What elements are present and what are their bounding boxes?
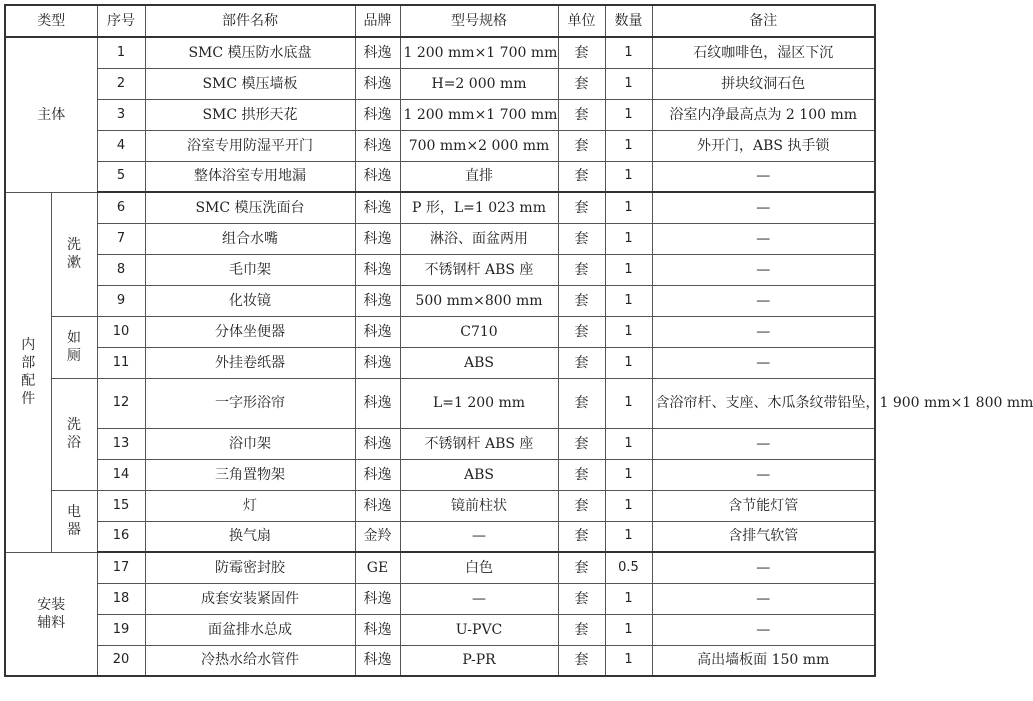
cell-remark: —: [652, 552, 875, 583]
cell-remark: —: [652, 583, 875, 614]
table-row: [5, 223, 875, 254]
cell-name: SMC 模压防水底盘: [145, 37, 355, 68]
group-inner-label: [5, 192, 51, 552]
cell-name: SMC 模压洗面台: [145, 192, 355, 223]
cell-brand: 科逸: [355, 285, 400, 316]
cell-brand: 科逸: [355, 459, 400, 490]
table-row: [5, 614, 875, 645]
cell-no: 13: [97, 428, 145, 459]
component-spec-table: [4, 4, 1033, 677]
cell-spec: —: [400, 583, 558, 614]
cell-name: 换气扇: [145, 521, 355, 552]
cell-name: 三角置物架: [145, 459, 355, 490]
cell-remark: —: [652, 614, 875, 645]
subgroup-elec-label: [51, 490, 97, 552]
table-row: [5, 428, 875, 459]
cell-remark: —: [652, 254, 875, 285]
cell-brand: 科逸: [355, 37, 400, 68]
cell-remark: —: [652, 347, 875, 378]
cell-spec: P-PR: [400, 645, 558, 676]
cell-no: 4: [97, 130, 145, 161]
header-part-name: 部件名称: [145, 5, 355, 37]
cell-name: 化妆镜: [145, 285, 355, 316]
cell-remark: 含节能灯管: [652, 490, 875, 521]
cell-remark: —: [652, 285, 875, 316]
table-row: [5, 583, 875, 614]
cell-unit: 套: [558, 490, 605, 521]
table-row: [5, 521, 875, 552]
cell-brand: 科逸: [355, 68, 400, 99]
table-row: [5, 378, 875, 428]
cell-remark: —: [652, 223, 875, 254]
table-row: [5, 68, 875, 99]
cell-remark: 含浴帘杆、支座、木瓜条纹带铅坠，1 900 mm×1 800 mm: [652, 378, 875, 428]
cell-qty: 1: [605, 285, 652, 316]
cell-spec: 不锈钢杆 ABS 座: [400, 254, 558, 285]
cell-remark: 石纹咖啡色，湿区下沉: [652, 37, 875, 68]
cell-spec: 镜前柱状: [400, 490, 558, 521]
cell-remark: —: [652, 428, 875, 459]
cell-brand: 科逸: [355, 223, 400, 254]
subgroup-elec-char: 电: [67, 504, 81, 520]
cell-qty: 1: [605, 378, 652, 428]
subgroup-bath-label: [51, 378, 97, 490]
table-row: [5, 192, 875, 223]
cell-name: 整体浴室专用地漏: [145, 161, 355, 192]
cell-qty: 1: [605, 192, 652, 223]
cell-unit: 套: [558, 521, 605, 552]
cell-remark: 含排气软管: [652, 521, 875, 552]
cell-unit: 套: [558, 130, 605, 161]
table-row: [5, 316, 875, 347]
cell-qty: 0.5: [605, 552, 652, 583]
cell-brand: GE: [355, 552, 400, 583]
cell-qty: 1: [605, 645, 652, 676]
group-inner-char: 部: [21, 355, 36, 371]
cell-spec: 不锈钢杆 ABS 座: [400, 428, 558, 459]
cell-name: 外挂卷纸器: [145, 347, 355, 378]
cell-no: 20: [97, 645, 145, 676]
cell-name: 冷热水给水管件: [145, 645, 355, 676]
cell-qty: 1: [605, 161, 652, 192]
cell-unit: 套: [558, 192, 605, 223]
cell-unit: 套: [558, 254, 605, 285]
cell-spec: L=1 200 mm: [400, 378, 558, 428]
cell-no: 10: [97, 316, 145, 347]
cell-brand: 科逸: [355, 490, 400, 521]
cell-unit: 套: [558, 378, 605, 428]
cell-remark: 拼块纹洞石色: [652, 68, 875, 99]
cell-no: 19: [97, 614, 145, 645]
cell-unit: 套: [558, 37, 605, 68]
cell-no: 5: [97, 161, 145, 192]
cell-unit: 套: [558, 161, 605, 192]
cell-name: 成套安装紧固件: [145, 583, 355, 614]
cell-spec: 500 mm×800 mm: [400, 285, 558, 316]
cell-name: 毛巾架: [145, 254, 355, 285]
group-main-label: 主体: [5, 37, 97, 192]
subgroup-bath-char: 洗: [67, 417, 81, 433]
cell-brand: 金羚: [355, 521, 400, 552]
cell-name: 分体坐便器: [145, 316, 355, 347]
cell-spec: 白色: [400, 552, 558, 583]
cell-qty: 1: [605, 254, 652, 285]
cell-qty: 1: [605, 316, 652, 347]
cell-spec: —: [400, 521, 558, 552]
group-inner-char: 内: [21, 337, 36, 353]
cell-no: 6: [97, 192, 145, 223]
cell-qty: 1: [605, 459, 652, 490]
cell-unit: 套: [558, 285, 605, 316]
header-model-spec: 型号规格: [400, 5, 558, 37]
table-row: [5, 347, 875, 378]
table-row: [5, 285, 875, 316]
table-row: [5, 552, 875, 583]
table-row: [5, 490, 875, 521]
header-number: 序号: [97, 5, 145, 37]
cell-brand: 科逸: [355, 428, 400, 459]
cell-name: 一字形浴帘: [145, 378, 355, 428]
cell-qty: 1: [605, 37, 652, 68]
table-row: [5, 459, 875, 490]
cell-spec: U-PVC: [400, 614, 558, 645]
subgroup-bath-char: 浴: [67, 435, 81, 451]
group-inner-char: 件: [21, 391, 36, 407]
group-inner-char: 配: [21, 373, 36, 389]
cell-unit: 套: [558, 68, 605, 99]
cell-no: 2: [97, 68, 145, 99]
cell-no: 9: [97, 285, 145, 316]
table-row: [5, 161, 875, 192]
cell-qty: 1: [605, 490, 652, 521]
cell-brand: 科逸: [355, 614, 400, 645]
cell-name: 浴室专用防湿平开门: [145, 130, 355, 161]
cell-no: 17: [97, 552, 145, 583]
group-install-label: [5, 552, 97, 676]
cell-unit: 套: [558, 99, 605, 130]
header-type: 类型: [5, 5, 97, 37]
header-remark: 备注: [652, 5, 875, 37]
cell-remark: —: [652, 192, 875, 223]
cell-no: 14: [97, 459, 145, 490]
cell-name: SMC 模压墙板: [145, 68, 355, 99]
cell-brand: 科逸: [355, 99, 400, 130]
group-install-line: 辅料: [37, 614, 66, 631]
cell-qty: 1: [605, 614, 652, 645]
cell-spec: 1 200 mm×1 700 mm: [400, 37, 558, 68]
cell-qty: 1: [605, 521, 652, 552]
cell-brand: 科逸: [355, 645, 400, 676]
cell-unit: 套: [558, 645, 605, 676]
table-header: [5, 5, 875, 37]
cell-no: 16: [97, 521, 145, 552]
cell-name: 浴巾架: [145, 428, 355, 459]
cell-qty: 1: [605, 68, 652, 99]
cell-spec: P 形，L=1 023 mm: [400, 192, 558, 223]
cell-qty: 1: [605, 347, 652, 378]
cell-remark: —: [652, 161, 875, 192]
table-body: [5, 37, 1033, 676]
cell-brand: 科逸: [355, 378, 400, 428]
cell-brand: 科逸: [355, 316, 400, 347]
cell-spec: ABS: [400, 347, 558, 378]
subgroup-elec-char: 器: [67, 522, 81, 538]
cell-qty: 1: [605, 99, 652, 130]
cell-qty: 1: [605, 583, 652, 614]
cell-spec: H=2 000 mm: [400, 68, 558, 99]
cell-unit: 套: [558, 223, 605, 254]
cell-qty: 1: [605, 428, 652, 459]
cell-brand: 科逸: [355, 583, 400, 614]
cell-qty: 1: [605, 130, 652, 161]
cell-remark: 高出墙板面 150 mm: [652, 645, 875, 676]
cell-spec: ABS: [400, 459, 558, 490]
cell-name: SMC 拱形天花: [145, 99, 355, 130]
table-row: [5, 99, 875, 130]
header-quantity: 数量: [605, 5, 652, 37]
cell-unit: 套: [558, 552, 605, 583]
cell-name: 组合水嘴: [145, 223, 355, 254]
subgroup-toilet-char: 如: [67, 330, 81, 346]
cell-no: 12: [97, 378, 145, 428]
cell-spec: 淋浴、面盆两用: [400, 223, 558, 254]
cell-brand: 科逸: [355, 192, 400, 223]
cell-no: 1: [97, 37, 145, 68]
subgroup-wash-char: 漱: [67, 255, 81, 271]
cell-name: 防霉密封胶: [145, 552, 355, 583]
subgroup-toilet-label: [51, 316, 97, 378]
cell-spec: C710: [400, 316, 558, 347]
cell-remark: 浴室内净最高点为 2 100 mm: [652, 99, 875, 130]
cell-name: 面盆排水总成: [145, 614, 355, 645]
cell-unit: 套: [558, 347, 605, 378]
subgroup-wash-char: 洗: [67, 237, 81, 253]
header-brand: 品牌: [355, 5, 400, 37]
cell-remark: —: [652, 316, 875, 347]
cell-unit: 套: [558, 428, 605, 459]
cell-spec: 1 200 mm×1 700 mm: [400, 99, 558, 130]
cell-spec: 700 mm×2 000 mm: [400, 130, 558, 161]
cell-no: 3: [97, 99, 145, 130]
cell-no: 15: [97, 490, 145, 521]
cell-qty: 1: [605, 223, 652, 254]
cell-remark: 外开门，ABS 执手锁: [652, 130, 875, 161]
subgroup-wash-label: [51, 192, 97, 316]
cell-no: 8: [97, 254, 145, 285]
cell-no: 11: [97, 347, 145, 378]
cell-brand: 科逸: [355, 130, 400, 161]
cell-no: 7: [97, 223, 145, 254]
table-row: [5, 254, 875, 285]
cell-brand: 科逸: [355, 254, 400, 285]
subgroup-toilet-char: 厕: [67, 348, 81, 364]
spec-table-wrapper: [4, 4, 1033, 677]
table-row: [5, 130, 875, 161]
table-row: [5, 37, 875, 68]
cell-unit: 套: [558, 614, 605, 645]
cell-brand: 科逸: [355, 347, 400, 378]
cell-name: 灯: [145, 490, 355, 521]
cell-unit: 套: [558, 583, 605, 614]
cell-unit: 套: [558, 459, 605, 490]
cell-no: 18: [97, 583, 145, 614]
table-row: [5, 645, 875, 676]
cell-spec: 直排: [400, 161, 558, 192]
cell-remark: —: [652, 459, 875, 490]
header-unit: 单位: [558, 5, 605, 37]
cell-brand: 科逸: [355, 161, 400, 192]
cell-unit: 套: [558, 316, 605, 347]
group-install-line: 安装: [37, 596, 66, 613]
